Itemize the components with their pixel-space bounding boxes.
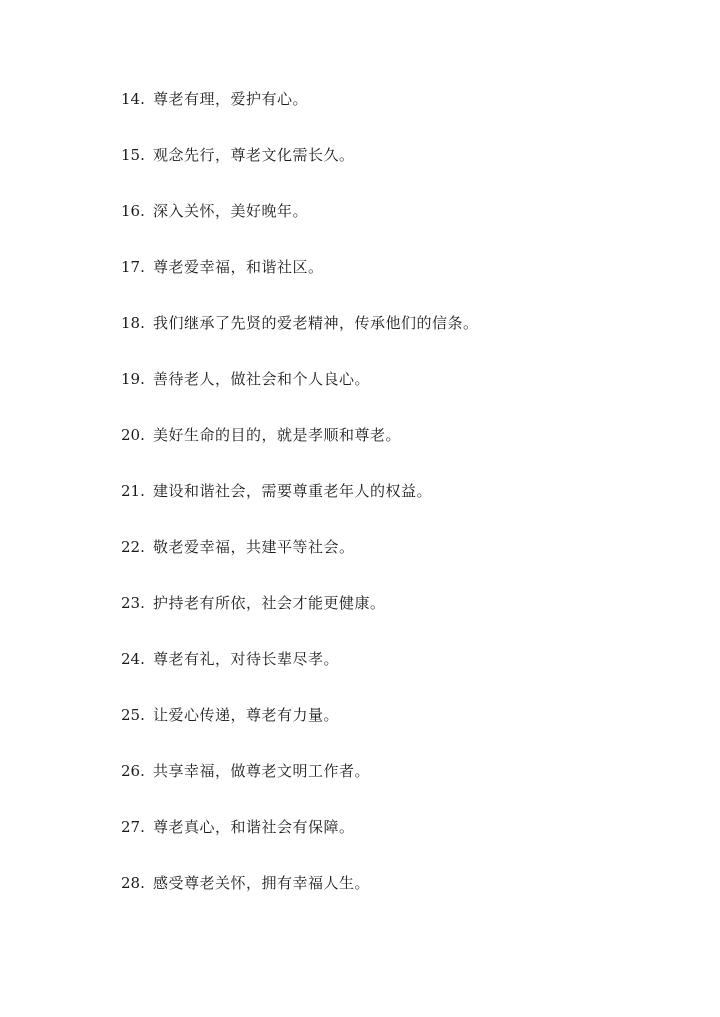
list-item — [121, 478, 479, 534]
item-number: 20. — [121, 426, 145, 444]
item-number: 26. — [121, 762, 145, 780]
item-number: 17. — [121, 258, 145, 276]
item-number: 18. — [121, 314, 145, 332]
item-text: 尊老真心，和谐社会有保障。 — [153, 818, 355, 836]
item-text: 美好生命的目的，就是孝顺和尊老。 — [153, 426, 402, 444]
list-item — [121, 646, 479, 702]
list-item — [121, 142, 479, 198]
item-text: 尊老有理，爱护有心。 — [153, 90, 309, 108]
item-number: 22. — [121, 538, 145, 556]
item-number: 28. — [121, 874, 145, 892]
item-text: 感受尊老关怀，拥有幸福人生。 — [153, 874, 371, 892]
item-number: 16. — [121, 202, 145, 220]
item-number: 23. — [121, 594, 145, 612]
item-text: 善待老人，做社会和个人良心。 — [153, 370, 371, 388]
list-item — [121, 590, 479, 646]
item-number: 24. — [121, 650, 145, 668]
list-item — [121, 870, 479, 926]
item-text: 敬老爱幸福，共建平等社会。 — [153, 538, 355, 556]
item-number: 25. — [121, 706, 145, 724]
item-number: 21. — [121, 482, 145, 500]
item-text: 让爱心传递，尊老有力量。 — [153, 706, 340, 724]
item-text: 深入关怀，美好晚年。 — [153, 202, 309, 220]
list-item — [121, 814, 479, 870]
list-item — [121, 366, 479, 422]
item-text: 共享幸福，做尊老文明工作者。 — [153, 762, 371, 780]
list-item — [121, 702, 479, 758]
list-item — [121, 198, 479, 254]
item-text: 护持老有所依，社会才能更健康。 — [153, 594, 386, 612]
list-item — [121, 86, 479, 142]
slogan-list — [121, 86, 479, 926]
item-text: 建设和谐社会，需要尊重老年人的权益。 — [153, 482, 433, 500]
list-item — [121, 534, 479, 590]
list-item — [121, 310, 479, 366]
item-number: 15. — [121, 146, 145, 164]
item-text: 尊老爱幸福，和谐社区。 — [153, 258, 324, 276]
item-number: 19. — [121, 370, 145, 388]
list-item — [121, 254, 479, 310]
item-text: 尊老有礼，对待长辈尽孝。 — [153, 650, 340, 668]
item-number: 27. — [121, 818, 145, 836]
list-item — [121, 422, 479, 478]
list-item — [121, 758, 479, 814]
item-number: 14. — [121, 90, 145, 108]
item-text: 观念先行，尊老文化需长久。 — [153, 146, 355, 164]
item-text: 我们继承了先贤的爱老精神，传承他们的信条。 — [153, 314, 479, 332]
